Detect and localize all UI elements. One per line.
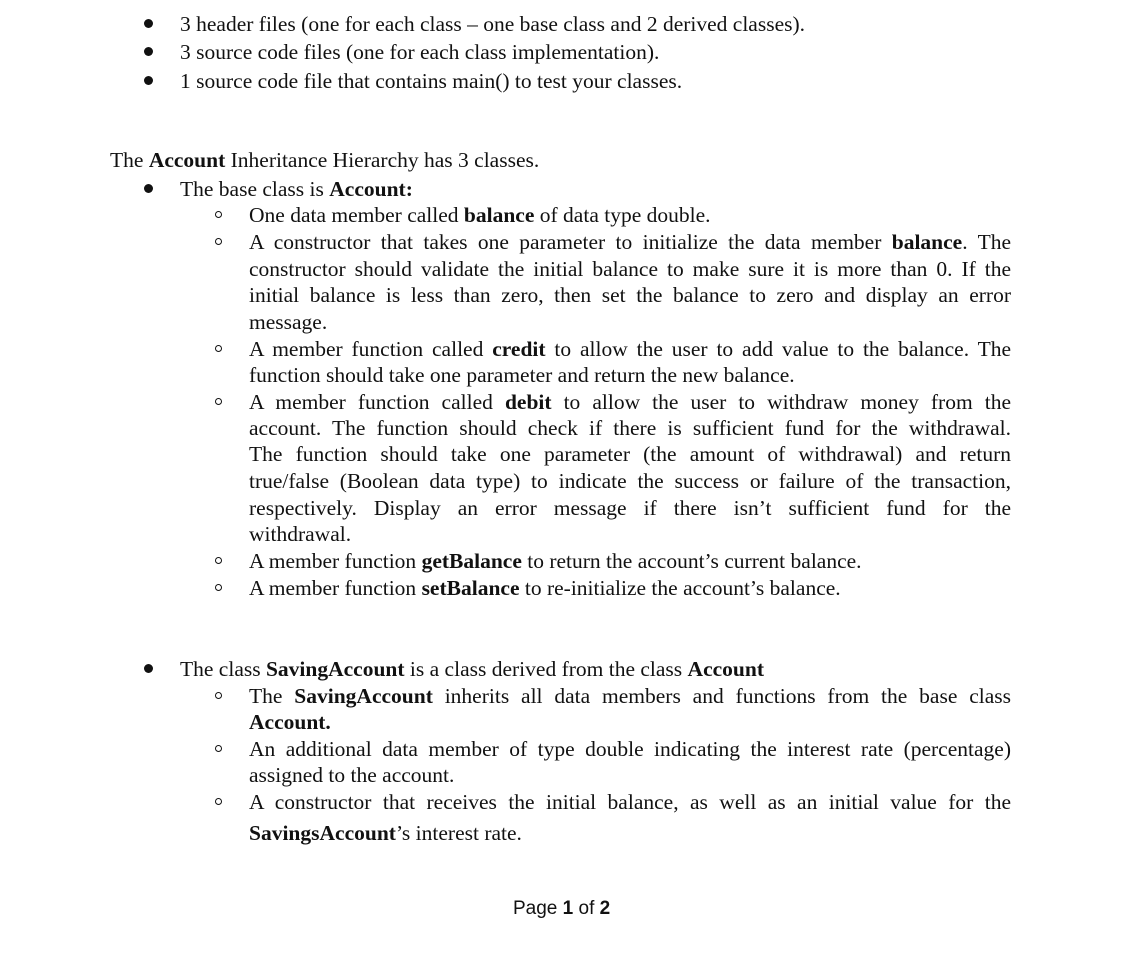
circle-bullet-icon (215, 584, 222, 591)
account-item-debit-line-2: account. The function should check if there is sufficient fund for the withdrawal. (249, 416, 1011, 440)
account-item-credit-line-1: A member function called credit to allow the user to add value to the balance. The (249, 337, 1011, 361)
account-item-debit-line-1: A member function called debit to allow the user to withdraw money from the (249, 390, 1011, 414)
list-item: 3 source code files (one for each class implementation). (180, 40, 660, 64)
circle-bullet-icon (215, 557, 222, 564)
account-item-debit-line-5: respectively. Display an error message if there isn’t sufficient fund for the (249, 496, 1011, 520)
account-item-debit-line-4: true/false (Boolean data type) to indicate the success or failure of the transaction, (249, 469, 1011, 493)
account-item-credit-line-2: function should take one parameter and return the new balance. (249, 363, 795, 387)
bullet-icon (144, 184, 153, 193)
page-number-footer: Page 1 of 2 (513, 898, 611, 919)
circle-bullet-icon (215, 745, 222, 752)
account-item-constructor-line-1: A constructor that takes one parameter to initialize the data member balance. The (249, 230, 1011, 254)
circle-bullet-icon (215, 345, 222, 352)
saving-item-inherits-line-2: Account. (249, 710, 331, 734)
list-item: 3 header files (one for each class – one base class and 2 derived classes). (180, 12, 806, 36)
account-item-debit-line-6: withdrawal. (249, 522, 352, 546)
intro-paragraph: The Account Inheritance Hierarchy has 3 classes. (110, 148, 540, 172)
bullet-icon (144, 19, 153, 28)
circle-bullet-icon (215, 238, 222, 245)
list-item: 1 source code file that contains main() to test your classes. (180, 69, 683, 93)
saving-item-interest-line-1: An additional data member of type double indicating the interest rate (percentage) (249, 737, 1011, 761)
bullet-icon (144, 76, 153, 85)
saving-item-constructor-line-1: A constructor that receives the initial balance, as well as an initial value for the (249, 790, 1011, 814)
bullet-icon (144, 47, 153, 56)
saving-item-inherits-line-1: The SavingAccount inherits all data members and functions from the base class (249, 684, 1011, 708)
account-item-constructor-line-4: message. (249, 310, 328, 334)
account-item-debit-line-3: The function should take one parameter (the amount of withdrawal) and return (249, 442, 1011, 466)
account-item-set-balance: A member function setBalance to re-initialize the account’s balance. (249, 576, 841, 600)
saving-item-interest-line-2: assigned to the account. (249, 763, 455, 787)
bullet-icon (144, 664, 153, 673)
circle-bullet-icon (215, 798, 222, 805)
circle-bullet-icon (215, 211, 222, 218)
saving-heading: The class SavingAccount is a class derived from the class Account (180, 657, 764, 681)
account-item-get-balance: A member function getBalance to return the account’s current balance. (249, 549, 862, 573)
account-item-constructor-line-3: initial balance is less than zero, then set the balance to zero and display an error (249, 283, 1011, 307)
circle-bullet-icon (215, 398, 222, 405)
circle-bullet-icon (215, 692, 222, 699)
saving-item-constructor-line-2: SavingsAccount’s interest rate. (249, 821, 522, 845)
account-item-constructor-line-2: constructor should validate the initial balance to make sure it is more than 0. If the (249, 257, 1011, 281)
account-item-balance: One data member called balance of data type double. (249, 203, 711, 227)
account-heading: The base class is Account: (180, 177, 413, 201)
